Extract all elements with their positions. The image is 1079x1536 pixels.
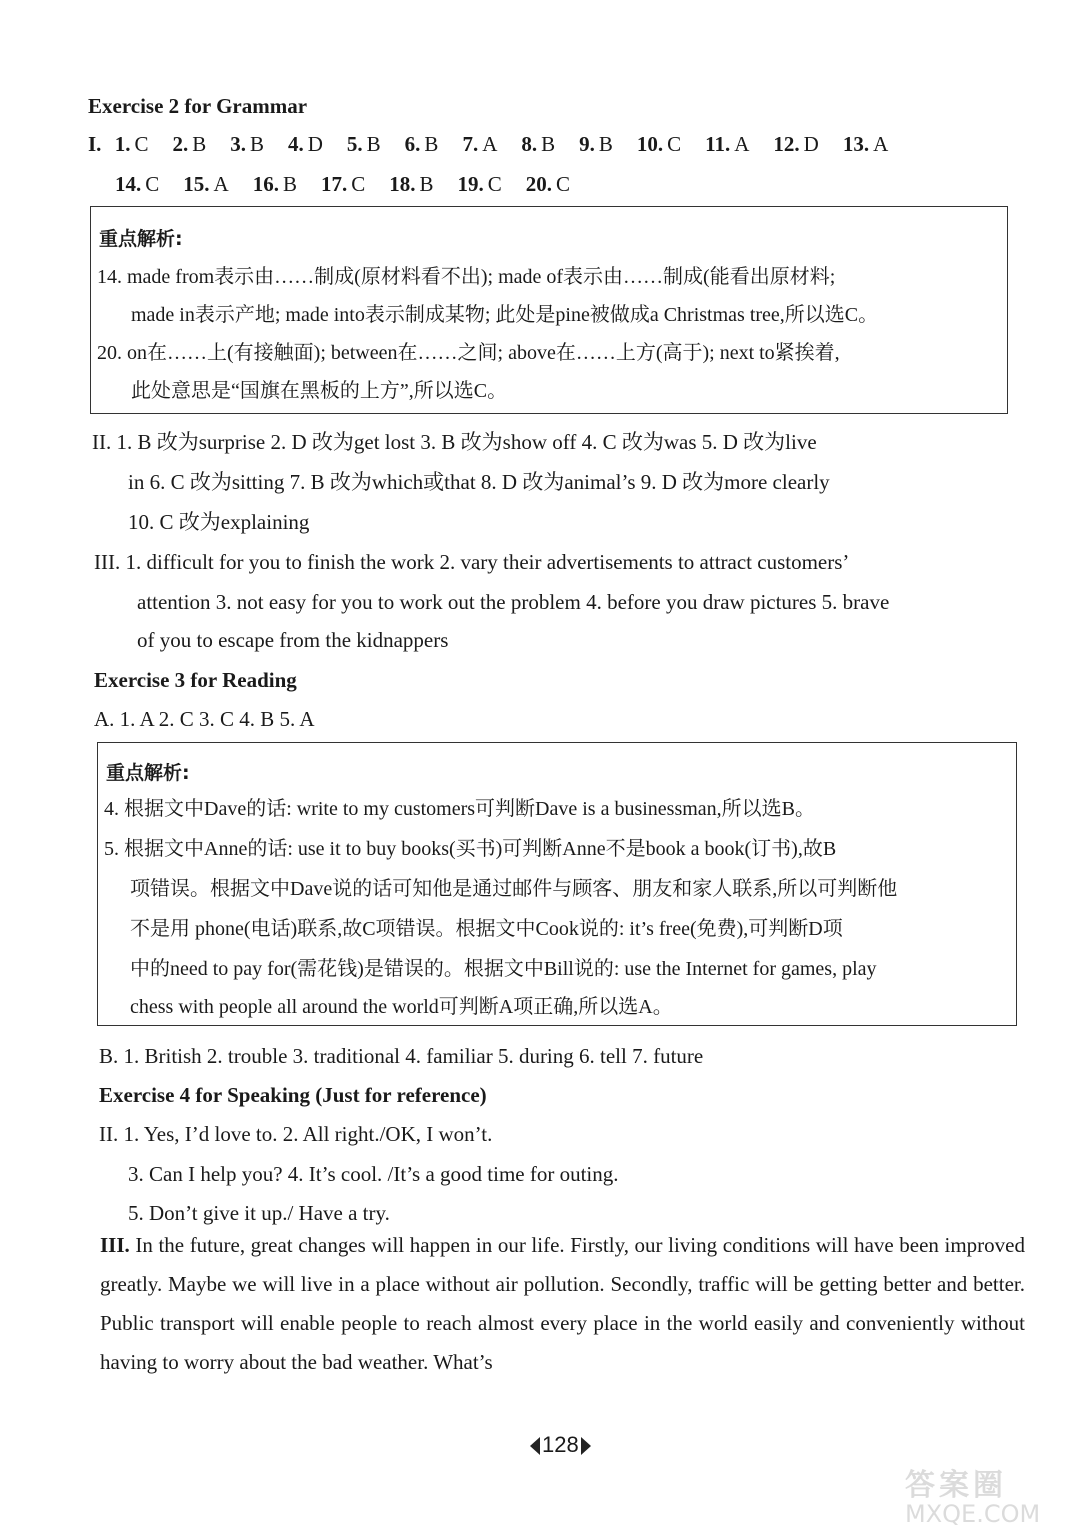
analysis-line: made in表示产地; made into表示制成某物; 此处是pine被做成a Christmas tree,所以选C。 <box>131 304 879 326</box>
answer-item: 10. C <box>636 132 682 156</box>
ex4-sec3-paragraph <box>100 1226 1025 1382</box>
ex3-secB: B. 1. British 2. trouble 3. traditional 4. familiar 5. during 6. tell 7. future <box>99 1044 704 1068</box>
watermark-cn: 答案圈 <box>905 1468 1007 1503</box>
ex2-sec1-answers-row1 <box>115 132 913 156</box>
ex2-sec2-line2: in 6. C 改为sitting 7. B 改为which或that 8. D 改为animal’s 9. D 改为more clearly <box>128 470 830 494</box>
ex3-analysis-box <box>97 742 1017 1026</box>
analysis-line: 14. made from表示由……制成(原材料看不出); made of表示由……制成(能看出原材料; <box>97 266 836 288</box>
answer-item: 9. B <box>579 132 613 156</box>
exercise-2-title: Exercise 2 for Grammar <box>88 94 308 118</box>
analysis-line: 4. 根据文中Dave的话: write to my customers可判断Dave is a businessman,所以选B。 <box>104 798 816 820</box>
answer-item: 5. B <box>346 132 381 156</box>
page-number-text: 128 <box>542 1432 579 1457</box>
answer-item: 1. C <box>114 132 149 156</box>
watermark-en: MXQE.COM <box>905 1500 1041 1528</box>
watermark-logo <box>905 1460 1075 1530</box>
ex4-sec3-label: III. <box>100 1233 130 1257</box>
page-number <box>530 1432 591 1458</box>
ex2-analysis-box <box>90 206 1008 414</box>
answer-item: 20. C <box>525 172 571 196</box>
ex2-sec3-line3: of you to escape from the kidnappers <box>137 628 449 652</box>
left-triangle-icon <box>530 1437 540 1455</box>
answer-item: 6. B <box>404 132 439 156</box>
analysis-line: 不是用 phone(电话)联系,故C项错误。根据文中Cook说的: it’s free(免费),可判断D项 <box>130 918 843 940</box>
answer-item: 15. A <box>183 172 229 196</box>
analysis-line: 项错误。根据文中Dave说的话可知他是通过邮件与顾客、朋友和家人联系,所以可判断他 <box>130 878 898 900</box>
answer-item: 7. A <box>462 132 498 156</box>
answer-item: 18. B <box>389 172 434 196</box>
answer-item: 2. B <box>172 132 207 156</box>
ex4-sec2-line3: 5. Don’t give it up./ Have a try. <box>128 1201 390 1225</box>
exercise-4-title: Exercise 4 for Speaking (Just for reference) <box>99 1083 487 1107</box>
exercise-3-title: Exercise 3 for Reading <box>94 668 297 692</box>
ex2-sec1-row2 <box>115 170 594 198</box>
ex2-sec3-line2: attention 3. not easy for you to work out the problem 4. before you draw pictures 5. brave <box>137 590 890 614</box>
answer-item: 17. C <box>320 172 366 196</box>
answer-item: 13. A <box>842 132 889 156</box>
answer-item: 11. A <box>705 132 750 156</box>
ex4-sec2-line1: II. 1. Yes, I’d love to. 2. All right./OK, I won’t. <box>99 1122 493 1146</box>
ex2-sec1-answers-row2 <box>115 172 594 196</box>
answer-item: 4. D <box>287 132 323 156</box>
analysis-line: 5. 根据文中Anne的话: use it to buy books(买书)可判断Anne不是book a book(订书),故B <box>104 838 837 860</box>
analysis-line: chess with people all around the world可判断A项正确,所以选A。 <box>130 996 673 1018</box>
answer-item: 8. B <box>521 132 556 156</box>
ex2-sec2-line3: 10. C 改为explaining <box>128 510 310 534</box>
answer-item: 14. C <box>115 172 160 196</box>
ex2-sec3-line1: III. 1. difficult for you to finish the work 2. vary their advertisements to attract customers’ <box>94 550 850 574</box>
ex2-sec1-row1 <box>88 130 912 158</box>
ex2-sec2-line1: II. 1. B 改为surprise 2. D 改为get lost 3. B 改为show off 4. C 改为was 5. D 改为live <box>92 430 817 454</box>
answer-item: 12. D <box>773 132 819 156</box>
ex2-sec1-label: I. <box>88 132 102 156</box>
ex4-sec3-text: In the future, great changes will happen in our life. Firstly, our living conditions will have been improved greatly. Maybe we will live in a place without air pollution. Secondly, traffic will be getting better and better. Public transport will enable people to reach almost every place in the world easily and conveniently without having to worry about the bad weather. What’s <box>100 1233 1025 1374</box>
answer-item: 19. C <box>457 172 502 196</box>
ex4-sec2-line2: 3. Can I help you? 4. It’s cool. /It’s a good time for outing. <box>128 1162 619 1186</box>
ex3-secA: A. 1. A 2. C 3. C 4. B 5. A <box>94 707 315 731</box>
analysis-line: 中的need to pay for(需花钱)是错误的。根据文中Bill说的: use the Internet for games, play <box>130 958 877 980</box>
analysis-tag: 重点解析: <box>99 228 183 250</box>
analysis-tag: 重点解析: <box>106 762 190 784</box>
analysis-line: 20. on在……上(有接触面); between在……之间; above在……上方(高于); next to紧挨着, <box>97 342 840 364</box>
analysis-line: 此处意思是“国旗在黑板的上方”,所以选C。 <box>131 380 508 402</box>
answer-item: 16. B <box>252 172 297 196</box>
answer-item: 3. B <box>230 132 264 156</box>
right-triangle-icon <box>581 1437 591 1455</box>
